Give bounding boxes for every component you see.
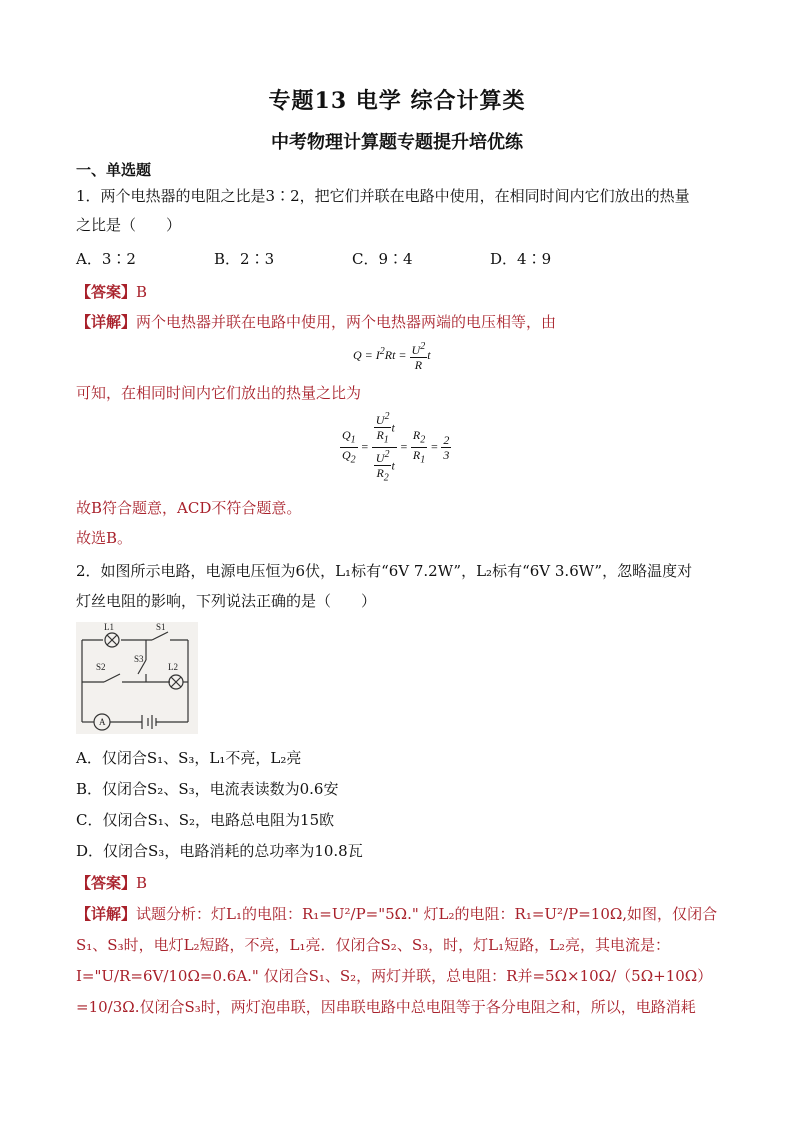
q1-detail-line1 bbox=[76, 312, 556, 332]
answer-tag: 【答案】 bbox=[76, 874, 137, 892]
q1-detail-line3: 故B符合题意，ACD不符合题意。 bbox=[76, 499, 302, 517]
detail-text: 试题分析：灯L₁的电阻：R₁=U²/P="5Ω." 灯L₂的电阻：R₁=U²/P=10Ω,如图，仅闭合 bbox=[136, 905, 718, 923]
formula-ratio: $\frac{Q_1}{Q_2}$ = $\frac{U^2}{R_1}$ t $\frac{U^2}{R_2}$ t = $\frac{R_2}{R_1}$ = $\frac{2}{3}$ bbox=[342, 411, 450, 484]
q2-option-a: A．仅闭合S₁、S₃，L₁不亮，L₂亮 bbox=[76, 749, 302, 767]
label-a: A bbox=[99, 717, 106, 727]
q2-detail-line2: S₁、S₃时，电灯L₂短路，不亮，L₁亮．仅闭合S₂、S₃，时，灯L₁短路，L₂亮，其电流是： bbox=[76, 936, 671, 954]
page-title: 专题13 电学 综合计算类 bbox=[268, 88, 526, 114]
q1-answer bbox=[76, 282, 147, 302]
detail-text: 两个电热器并联在电路中使用，两个电热器两端的电压相等，由 bbox=[136, 313, 557, 331]
q1-stem-line1: 1．两个电热器的电阻之比是3∶2，把它们并联在电路中使用，在相同时间内它们放出的热量 bbox=[76, 187, 690, 205]
q2-option-c: C．仅闭合S₁、S₂，电路总电阻为15欧 bbox=[76, 811, 335, 829]
q1-option-d: D．4∶9 bbox=[490, 250, 552, 268]
q1-detail-line2: 可知，在相同时间内它们放出的热量之比为 bbox=[76, 384, 362, 402]
circuit-figure bbox=[76, 622, 198, 734]
label-l2: L2 bbox=[168, 662, 178, 672]
q2-answer bbox=[76, 873, 147, 893]
page-subtitle: 中考物理计算题专题提升培优练 bbox=[271, 132, 523, 153]
q1-option-b: B．2∶3 bbox=[214, 250, 275, 268]
label-s3: S3 bbox=[134, 654, 144, 664]
q2-detail-line3: I="U/R=6V/10Ω=0.6A." 仅闭合S₁、S₂，两灯并联，总电阻：R并=5Ω×10Ω/（5Ω+10Ω） bbox=[76, 967, 713, 985]
circuit-diagram bbox=[76, 622, 198, 734]
q1-option-a: A．3∶2 bbox=[76, 250, 136, 268]
label-l1: L1 bbox=[104, 622, 114, 632]
q2-option-d: D．仅闭合S₃，电路消耗的总功率为10.8瓦 bbox=[76, 842, 363, 860]
detail-tag: 【详解】 bbox=[76, 313, 137, 331]
q1-option-c: C．9∶4 bbox=[352, 250, 413, 268]
q2-option-b: B．仅闭合S₂、S₃，电流表读数为0.6安 bbox=[76, 780, 339, 798]
q1-stem-line2: 之比是（ ） bbox=[76, 216, 182, 234]
label-s2: S2 bbox=[96, 662, 106, 672]
q2-detail-line4: =10/3Ω.仅闭合S₃时，两灯泡串联，因串联电路中总电阻等于各分电阻之和，所以，电路消耗 bbox=[76, 998, 696, 1016]
switch-s2 bbox=[104, 674, 120, 682]
answer-tag: 【答案】 bbox=[76, 283, 137, 301]
formula-joule: $Q = I^2Rt$ = $\frac{U^2}{R}$ t bbox=[353, 341, 431, 372]
q2-stem-line2: 灯丝电阻的影响，下列说法正确的是（ ） bbox=[76, 592, 377, 610]
label-s1: S1 bbox=[156, 622, 166, 632]
switch-s1 bbox=[152, 632, 168, 640]
detail-tag: 【详解】 bbox=[76, 905, 137, 923]
q2-detail-line1 bbox=[76, 904, 717, 924]
section-heading: 一、单选题 bbox=[76, 161, 152, 179]
answer-value: B bbox=[136, 874, 148, 892]
q2-stem-line1: 2．如图所示电路，电源电压恒为6伏，L₁标有“6V 7.2W”，L₂标有“6V 3.6W”，忽略温度对 bbox=[76, 562, 693, 580]
q1-detail-line4: 故选B。 bbox=[76, 529, 133, 547]
answer-value: B bbox=[136, 283, 148, 301]
